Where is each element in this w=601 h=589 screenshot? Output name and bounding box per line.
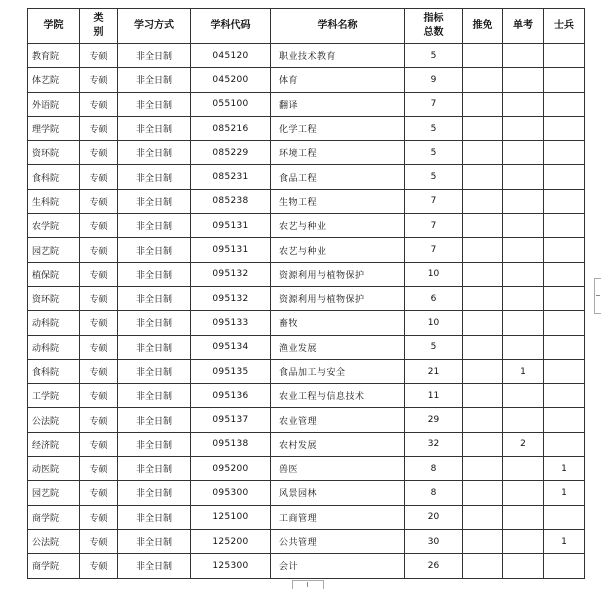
cell-quota: 5 (405, 44, 463, 68)
cell-category: 专硕 (80, 481, 118, 505)
cell-recommend (463, 359, 503, 383)
header-quota-line2: 总数 (423, 27, 444, 38)
cell-recommend (463, 432, 503, 456)
cell-recommend (463, 116, 503, 140)
cell-study-mode: 非全日制 (118, 505, 191, 529)
cell-single-exam (503, 68, 544, 92)
cell-quota: 10 (405, 311, 463, 335)
cell-subject-name: 渔业发展 (271, 335, 405, 359)
cell-study-mode: 非全日制 (118, 116, 191, 140)
table-resize-handle[interactable] (594, 278, 601, 314)
table-row (28, 44, 585, 68)
table-row (28, 286, 585, 310)
cell-subject-code: 045120 (191, 44, 271, 68)
cell-soldier (544, 432, 585, 456)
cell-soldier (544, 408, 585, 432)
cell-subject-name: 风景园林 (271, 481, 405, 505)
cell-single-exam (503, 189, 544, 213)
table-row (28, 165, 585, 189)
cell-single-exam (503, 116, 544, 140)
cell-category: 专硕 (80, 262, 118, 286)
cell-study-mode: 非全日制 (118, 335, 191, 359)
cell-subject-name: 环境工程 (271, 141, 405, 165)
cell-college: 商学院 (28, 554, 80, 578)
cell-recommend (463, 262, 503, 286)
cell-college: 动医院 (28, 457, 80, 481)
table-row (28, 481, 585, 505)
cell-category: 专硕 (80, 529, 118, 553)
cell-subject-name: 职业技术教育 (271, 44, 405, 68)
cell-college: 资环院 (28, 141, 80, 165)
cell-category: 专硕 (80, 238, 118, 262)
cell-subject-name: 化学工程 (271, 116, 405, 140)
cell-quota: 20 (405, 505, 463, 529)
cell-subject-code: 095300 (191, 481, 271, 505)
table-row (28, 68, 585, 92)
cell-subject-name: 兽医 (271, 457, 405, 481)
cell-soldier (544, 359, 585, 383)
cell-recommend (463, 554, 503, 578)
table-row (28, 432, 585, 456)
cell-subject-code: 085231 (191, 165, 271, 189)
cell-category: 专硕 (80, 286, 118, 310)
cell-quota: 8 (405, 481, 463, 505)
header-subject-name: 学科名称 (271, 9, 405, 44)
cell-recommend (463, 165, 503, 189)
cell-category: 专硕 (80, 214, 118, 238)
table-row (28, 384, 585, 408)
cell-soldier (544, 262, 585, 286)
cell-college: 公法院 (28, 408, 80, 432)
cell-subject-code: 095135 (191, 359, 271, 383)
cell-subject-name: 农业管理 (271, 408, 405, 432)
cell-subject-code: 095131 (191, 214, 271, 238)
cell-soldier (544, 554, 585, 578)
cell-study-mode: 非全日制 (118, 432, 191, 456)
cell-subject-code: 085238 (191, 189, 271, 213)
cell-single-exam (503, 335, 544, 359)
header-subject-code: 学科代码 (191, 9, 271, 44)
cell-subject-name: 工商管理 (271, 505, 405, 529)
cell-subject-code: 125300 (191, 554, 271, 578)
cell-category: 专硕 (80, 165, 118, 189)
cell-soldier (544, 286, 585, 310)
cell-single-exam: 2 (503, 432, 544, 456)
cell-soldier (544, 238, 585, 262)
cell-study-mode: 非全日制 (118, 457, 191, 481)
cell-subject-code: 095137 (191, 408, 271, 432)
cell-category: 专硕 (80, 359, 118, 383)
cell-soldier (544, 165, 585, 189)
cell-subject-code: 095132 (191, 286, 271, 310)
cell-study-mode: 非全日制 (118, 141, 191, 165)
cell-study-mode: 非全日制 (118, 238, 191, 262)
cell-soldier: 1 (544, 457, 585, 481)
cell-college: 食科院 (28, 359, 80, 383)
cell-study-mode: 非全日制 (118, 359, 191, 383)
cell-category: 专硕 (80, 141, 118, 165)
cell-quota: 8 (405, 457, 463, 481)
cell-single-exam (503, 286, 544, 310)
cell-recommend (463, 481, 503, 505)
cell-single-exam (503, 384, 544, 408)
table-row (28, 529, 585, 553)
cell-college: 经济院 (28, 432, 80, 456)
table-row (28, 408, 585, 432)
cell-quota: 7 (405, 214, 463, 238)
cell-subject-name: 体育 (271, 68, 405, 92)
cell-single-exam (503, 311, 544, 335)
cell-college: 生科院 (28, 189, 80, 213)
header-category-line2: 别 (93, 27, 104, 38)
cell-study-mode: 非全日制 (118, 554, 191, 578)
header-soldier: 士兵 (544, 9, 585, 44)
cell-subject-code: 095134 (191, 335, 271, 359)
table-row (28, 92, 585, 116)
cell-category: 专硕 (80, 554, 118, 578)
cell-soldier (544, 141, 585, 165)
cell-subject-name: 资源利用与植物保护 (271, 262, 405, 286)
cell-single-exam (503, 554, 544, 578)
cell-subject-code: 045200 (191, 68, 271, 92)
cell-study-mode: 非全日制 (118, 214, 191, 238)
cell-college: 食科院 (28, 165, 80, 189)
cell-recommend (463, 457, 503, 481)
cell-soldier (544, 384, 585, 408)
cell-subject-name: 会计 (271, 554, 405, 578)
table-row (28, 262, 585, 286)
cell-single-exam (503, 238, 544, 262)
cell-category: 专硕 (80, 68, 118, 92)
cell-college: 资环院 (28, 286, 80, 310)
cell-college: 公法院 (28, 529, 80, 553)
cell-study-mode: 非全日制 (118, 311, 191, 335)
table-row (28, 141, 585, 165)
cell-quota: 29 (405, 408, 463, 432)
cell-soldier (544, 189, 585, 213)
cell-recommend (463, 408, 503, 432)
cell-single-exam (503, 92, 544, 116)
header-category (80, 9, 118, 44)
cell-single-exam: 1 (503, 359, 544, 383)
cell-soldier (544, 335, 585, 359)
cell-recommend (463, 189, 503, 213)
cell-college: 动科院 (28, 335, 80, 359)
header-single-exam: 单考 (503, 9, 544, 44)
cell-quota: 7 (405, 92, 463, 116)
cell-subject-code: 085229 (191, 141, 271, 165)
cell-single-exam (503, 529, 544, 553)
cell-subject-code: 085216 (191, 116, 271, 140)
cell-single-exam (503, 165, 544, 189)
cell-soldier (544, 214, 585, 238)
header-category-line1: 类 (93, 13, 104, 24)
cell-soldier: 1 (544, 481, 585, 505)
cell-single-exam (503, 262, 544, 286)
cell-study-mode: 非全日制 (118, 481, 191, 505)
table-row (28, 238, 585, 262)
cell-category: 专硕 (80, 384, 118, 408)
cell-recommend (463, 92, 503, 116)
cell-study-mode: 非全日制 (118, 68, 191, 92)
cell-quota: 9 (405, 68, 463, 92)
cell-recommend (463, 529, 503, 553)
cell-college: 外语院 (28, 92, 80, 116)
cell-soldier (544, 44, 585, 68)
cell-subject-name: 食品工程 (271, 165, 405, 189)
cell-soldier (544, 68, 585, 92)
table-row (28, 554, 585, 578)
table-row (28, 189, 585, 213)
cell-category: 专硕 (80, 432, 118, 456)
enrollment-quota-table (27, 8, 585, 579)
cell-subject-name: 翻译 (271, 92, 405, 116)
cell-recommend (463, 214, 503, 238)
cell-subject-code: 095133 (191, 311, 271, 335)
cell-subject-code: 095131 (191, 238, 271, 262)
cell-college: 理学院 (28, 116, 80, 140)
table-row (28, 335, 585, 359)
enrollment-table-container (27, 8, 585, 579)
cell-subject-name: 公共管理 (271, 529, 405, 553)
table-row (28, 457, 585, 481)
cell-soldier (544, 92, 585, 116)
cell-category: 专硕 (80, 457, 118, 481)
cell-subject-code: 095200 (191, 457, 271, 481)
cell-study-mode: 非全日制 (118, 262, 191, 286)
cell-recommend (463, 141, 503, 165)
cell-recommend (463, 505, 503, 529)
cell-study-mode: 非全日制 (118, 44, 191, 68)
cell-college: 教育院 (28, 44, 80, 68)
cell-subject-code: 055100 (191, 92, 271, 116)
table-add-row-handle[interactable] (292, 580, 324, 589)
cell-quota: 21 (405, 359, 463, 383)
cell-subject-code: 095132 (191, 262, 271, 286)
header-recommend: 推免 (463, 9, 503, 44)
cell-quota: 6 (405, 286, 463, 310)
cell-category: 专硕 (80, 505, 118, 529)
cell-quota: 5 (405, 335, 463, 359)
table-row (28, 311, 585, 335)
header-quota-line1: 指标 (423, 13, 444, 24)
cell-college: 园艺院 (28, 481, 80, 505)
cell-category: 专硕 (80, 408, 118, 432)
cell-quota: 11 (405, 384, 463, 408)
cell-soldier (544, 116, 585, 140)
cell-study-mode: 非全日制 (118, 165, 191, 189)
cell-recommend (463, 335, 503, 359)
cell-subject-name: 畜牧 (271, 311, 405, 335)
cell-subject-name: 农村发展 (271, 432, 405, 456)
cell-quota: 26 (405, 554, 463, 578)
header-college: 学院 (28, 9, 80, 44)
cell-category: 专硕 (80, 116, 118, 140)
cell-study-mode: 非全日制 (118, 529, 191, 553)
cell-college: 工学院 (28, 384, 80, 408)
cell-recommend (463, 44, 503, 68)
cell-quota: 5 (405, 116, 463, 140)
cell-college: 园艺院 (28, 238, 80, 262)
cell-subject-code: 095138 (191, 432, 271, 456)
cell-subject-name: 农艺与种业 (271, 238, 405, 262)
table-body (28, 44, 585, 579)
table-row (28, 214, 585, 238)
cell-college: 植保院 (28, 262, 80, 286)
cell-study-mode: 非全日制 (118, 408, 191, 432)
cell-category: 专硕 (80, 335, 118, 359)
cell-subject-name: 生物工程 (271, 189, 405, 213)
table-row (28, 116, 585, 140)
cell-subject-code: 125200 (191, 529, 271, 553)
cell-recommend (463, 311, 503, 335)
table-row (28, 505, 585, 529)
cell-single-exam (503, 505, 544, 529)
header-quota (405, 9, 463, 44)
cell-single-exam (503, 44, 544, 68)
cell-category: 专硕 (80, 189, 118, 213)
cell-study-mode: 非全日制 (118, 286, 191, 310)
cell-soldier: 1 (544, 529, 585, 553)
cell-quota: 32 (405, 432, 463, 456)
cell-study-mode: 非全日制 (118, 189, 191, 213)
cell-college: 体艺院 (28, 68, 80, 92)
cell-recommend (463, 286, 503, 310)
cell-category: 专硕 (80, 311, 118, 335)
cell-single-exam (503, 481, 544, 505)
cell-quota: 10 (405, 262, 463, 286)
cell-subject-name: 农业工程与信息技术 (271, 384, 405, 408)
cell-study-mode: 非全日制 (118, 384, 191, 408)
cell-quota: 5 (405, 165, 463, 189)
header-study-mode: 学习方式 (118, 9, 191, 44)
cell-soldier (544, 311, 585, 335)
cell-single-exam (503, 214, 544, 238)
cell-college: 商学院 (28, 505, 80, 529)
cell-recommend (463, 384, 503, 408)
cell-subject-code: 125100 (191, 505, 271, 529)
cell-quota: 5 (405, 141, 463, 165)
cell-subject-code: 095136 (191, 384, 271, 408)
cell-recommend (463, 238, 503, 262)
table-row (28, 359, 585, 383)
cell-college: 农学院 (28, 214, 80, 238)
cell-single-exam (503, 457, 544, 481)
cell-category: 专硕 (80, 92, 118, 116)
cell-quota: 7 (405, 238, 463, 262)
cell-quota: 7 (405, 189, 463, 213)
cell-college: 动科院 (28, 311, 80, 335)
header-row (28, 9, 585, 44)
cell-subject-name: 农艺与种业 (271, 214, 405, 238)
cell-quota: 30 (405, 529, 463, 553)
cell-subject-name: 资源利用与植物保护 (271, 286, 405, 310)
cell-soldier (544, 505, 585, 529)
cell-study-mode: 非全日制 (118, 92, 191, 116)
cell-single-exam (503, 141, 544, 165)
cell-subject-name: 食品加工与安全 (271, 359, 405, 383)
cell-single-exam (503, 408, 544, 432)
cell-category: 专硕 (80, 44, 118, 68)
cell-recommend (463, 68, 503, 92)
